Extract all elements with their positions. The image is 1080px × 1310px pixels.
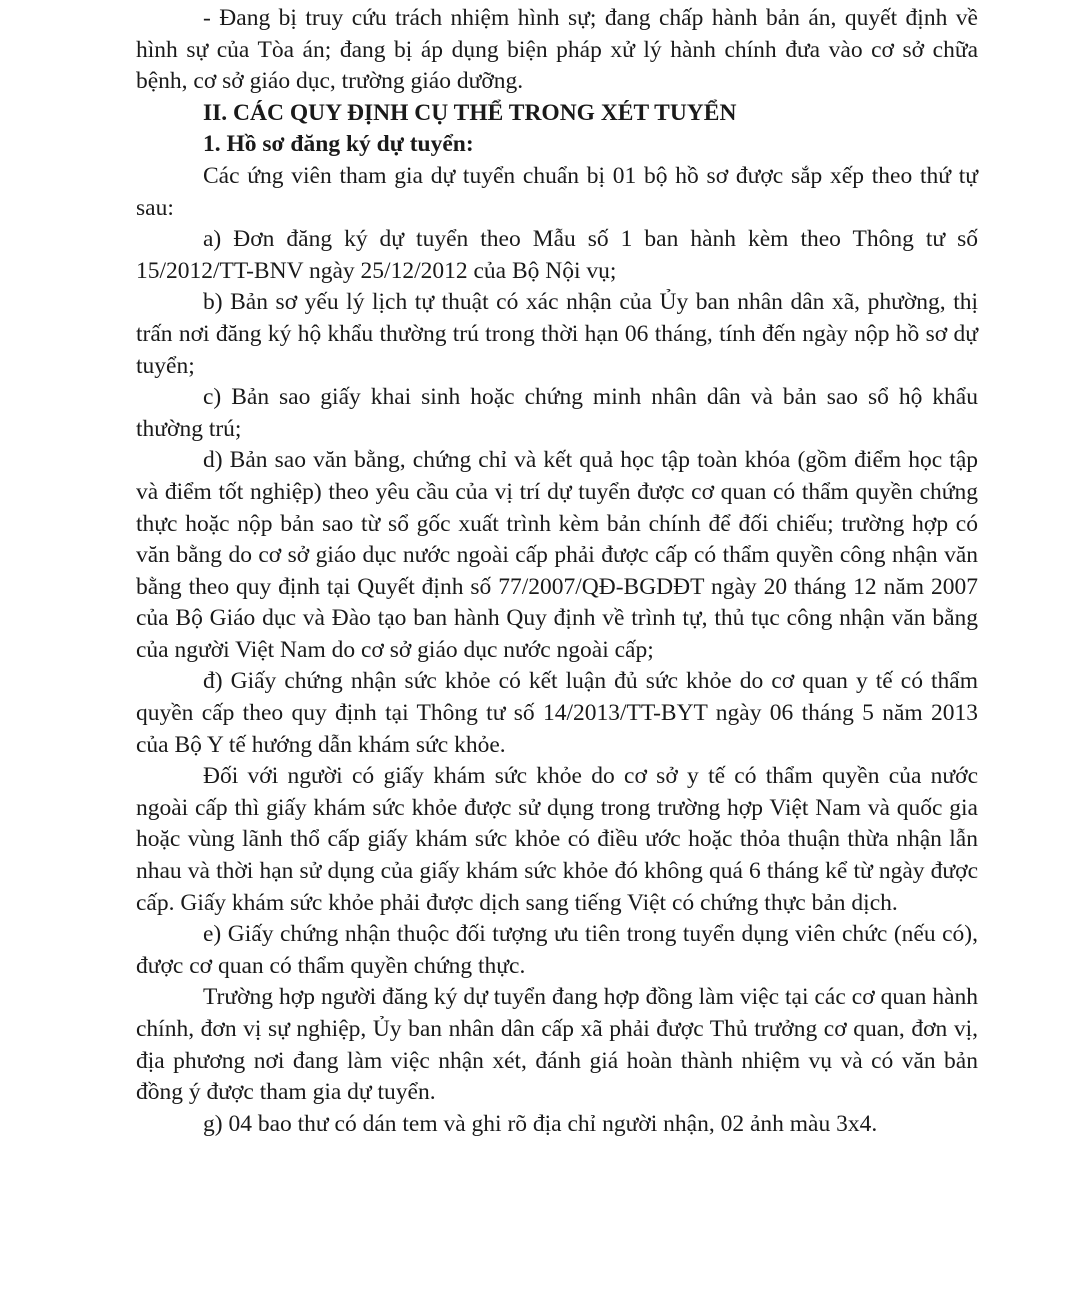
contract-worker-paragraph: Trường hợp người đăng ký dự tuyển đang hợp đồng làm việc tại các cơ quan hành chính, đơn vị sự nghiệp, Ủy ban nhân dân cấp xã phải được Thủ trưởng cơ quan, đơn vị, địa phương nơi đang làm việc nhận xét, đánh giá hoàn thành nhiệm vụ và có văn bản đồng ý được tham gia dự tuyển. xyxy=(136,984,978,1106)
item-c-paragraph: c) Bản sao giấy khai sinh hoặc chứng minh nhân dân và bản sao sổ hộ khẩu thường trú; xyxy=(136,384,978,442)
intro-bullet-paragraph: - Đang bị truy cứu trách nhiệm hình sự; đang chấp hành bản án, quyết định về hình sự của Tòa án; đang bị áp dụng biện pháp xử lý hành chính đưa vào cơ sở chữa bệnh, cơ sở giáo dục, trường giáo dưỡng. xyxy=(136,5,978,95)
lead-paragraph: Các ứng viên tham gia dự tuyển chuẩn bị 01 bộ hồ sơ được sắp xếp theo thứ tự sau: xyxy=(136,162,978,221)
subsection-title: 1. Hồ sơ đăng ký dự tuyển: xyxy=(203,131,474,158)
foreign-health-certificate-paragraph: Đối với người có giấy khám sức khỏe do cơ sở y tế có thẩm quyền của nước ngoài cấp thì giấy khám sức khỏe được sử dụng trong trường hợp Việt Nam và quốc gia hoặc vùng lãnh thổ cấp giấy khám sức khỏe có điều ước hoặc thỏa thuận thừa nhận lẫn nhau và thời hạn sử dụng của giấy khám sức khỏe đó không quá 6 tháng kể từ ngày được cấp. Giấy khám sức khỏe phải được dịch sang tiếng Việt có chứng thực bản dịch. xyxy=(136,763,978,916)
section-title: II. CÁC QUY ĐỊNH CỤ THỂ TRONG XÉT TUYỂN xyxy=(203,99,737,126)
item-g-paragraph: g) 04 bao thư có dán tem và ghi rõ địa chỉ người nhận, 02 ảnh màu 3x4. xyxy=(203,1110,878,1137)
item-dd-paragraph: đ) Giấy chứng nhận sức khỏe có kết luận đủ sức khỏe do cơ quan y tế có thẩm quyền cấp theo quy định tại Thông tư số 14/2013/TT-BYT ngày 06 tháng 5 năm 2013 của Bộ Y tế hướng dẫn khám sức khỏe. xyxy=(136,668,978,758)
item-e-paragraph: e) Giấy chứng nhận thuộc đối tượng ưu tiên trong tuyển dụng viên chức (nếu có), được cơ quan có thẩm quyền chứng thực. xyxy=(136,921,978,979)
item-b-paragraph: b) Bản sơ yếu lý lịch tự thuật có xác nhận của Ủy ban nhân dân xã, phường, thị trấn nơi đăng ký hộ khẩu thường trú trong thời hạn 06 tháng, tính đến ngày nộp hồ sơ dự tuyển; xyxy=(136,289,978,379)
document-page xyxy=(136,3,978,1140)
item-d-paragraph: d) Bản sao văn bằng, chứng chỉ và kết quả học tập toàn khóa (gồm điểm học tập và điểm tốt nghiệp) theo yêu cầu của vị trí dự tuyển được cơ quan có thẩm quyền chứng thực hoặc nộp bản sao từ sổ gốc xuất trình kèm bản chính để đối chiếu; trường hợp có văn bằng do cơ sở giáo dục nước ngoài cấp phải được cấp có thẩm quyền công nhận văn bằng theo quy định tại Quyết định số 77/2007/QĐ-BGDĐT ngày 20 tháng 12 năm 2007 của Bộ Giáo dục và Đào tạo ban hành Quy định về trình tự, thủ tục công nhận văn bằng của người Việt Nam do cơ sở giáo dục nước ngoài cấp; xyxy=(136,447,978,663)
item-a-paragraph: a) Đơn đăng ký dự tuyển theo Mẫu số 1 ban hành kèm theo Thông tư số 15/2012/TT-BNV ngày 25/12/2012 của Bộ Nội vụ; xyxy=(136,226,978,284)
